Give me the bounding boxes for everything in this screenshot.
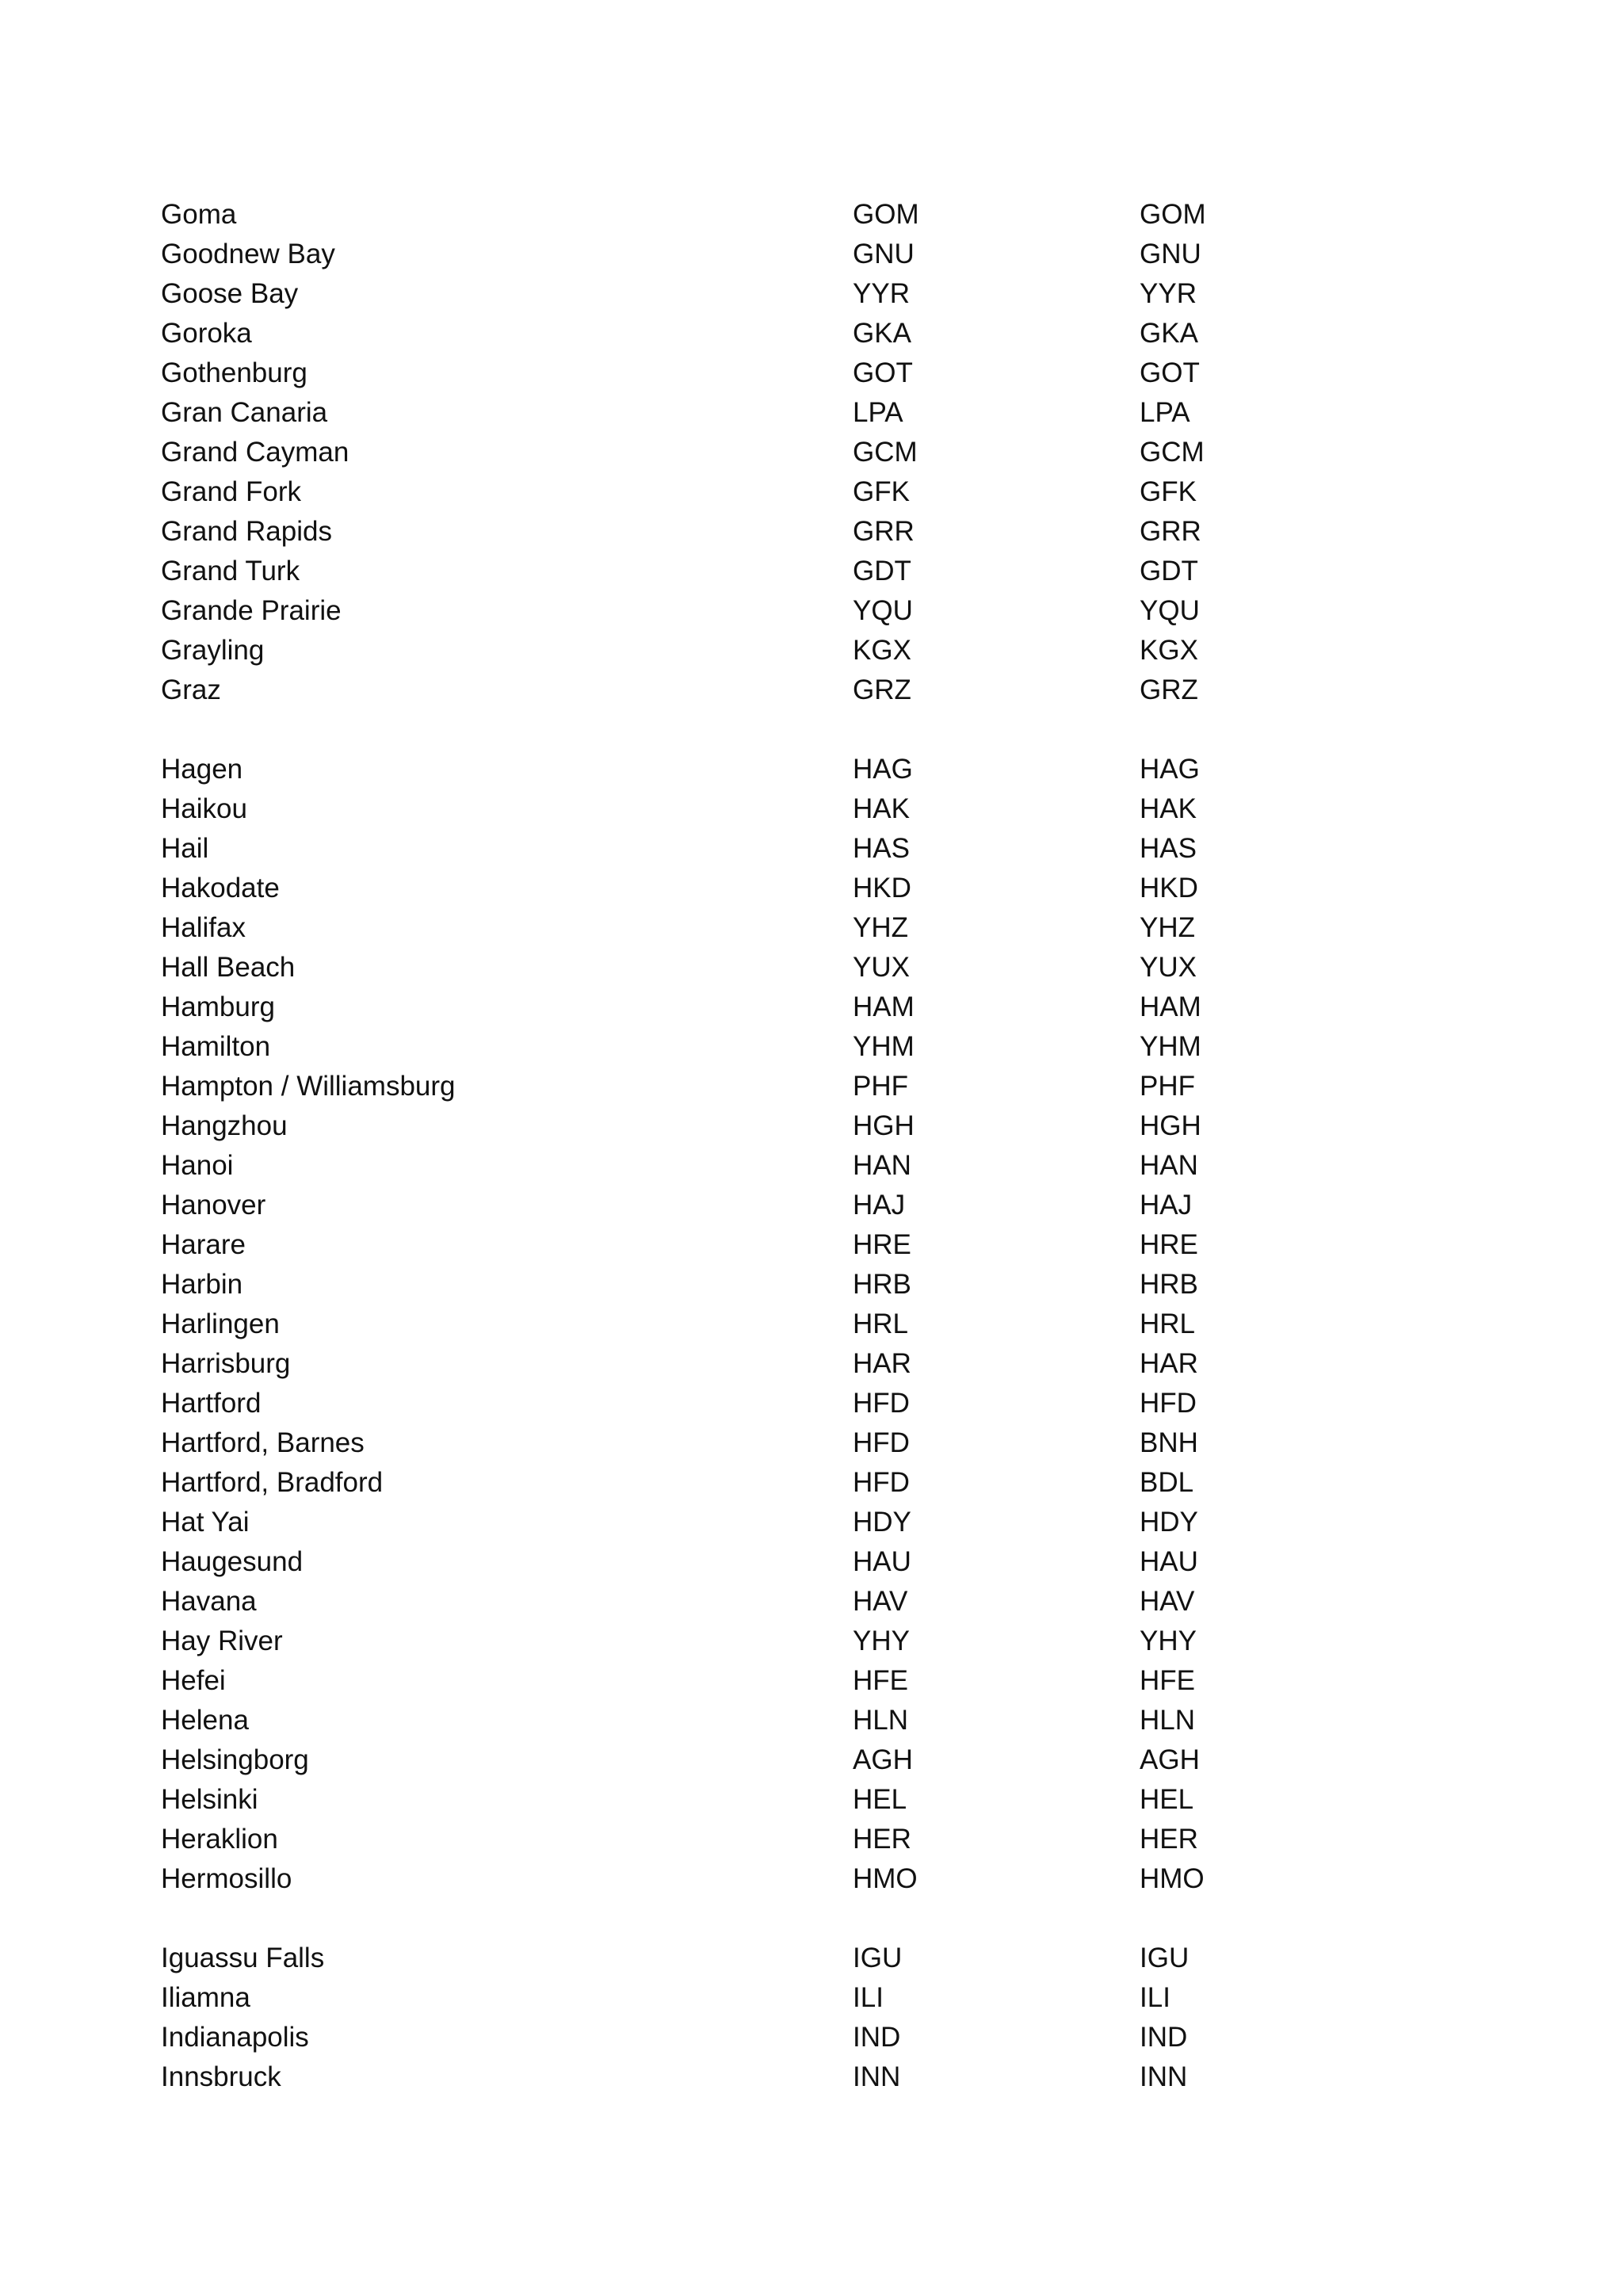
table-row [161,829,1429,869]
letter-group-g [161,195,1429,710]
airport-code: INN [1140,2061,1188,2092]
city-name: Goose Bay [161,278,299,309]
city-code: HDY [853,1507,911,1538]
table-row [161,393,1429,433]
city-code: HAM [853,991,915,1022]
airport-code: HFE [1140,1665,1195,1696]
table-row [161,1423,1429,1463]
airport-code: GFK [1140,476,1197,507]
table-row [161,2018,1429,2057]
table-row [161,1463,1429,1503]
city-name: Goroka [161,318,252,349]
city-code: HFD [853,1467,910,1498]
city-code: YHZ [853,912,908,943]
airport-code: YYR [1140,278,1197,309]
airport-code: IGU [1140,1943,1190,1973]
city-name: Graz [161,674,221,705]
city-name: Grand Fork [161,476,301,507]
city-code: HAR [853,1348,911,1379]
airport-code: GCM [1140,437,1205,468]
city-code: ILI [853,1982,884,2013]
city-code: HER [853,1824,911,1855]
city-name: Hartford [161,1388,262,1419]
table-row [161,789,1429,829]
table-row [161,1740,1429,1780]
city-name: Hanoi [161,1150,234,1181]
city-code: HAV [853,1586,908,1617]
city-name: Grand Rapids [161,516,332,547]
city-name: Hartford, Barnes [161,1427,365,1458]
city-name: Hat Yai [161,1507,250,1538]
table-row [161,670,1429,710]
city-name: Haugesund [161,1546,304,1577]
table-row [161,353,1429,393]
airport-code: GRR [1140,516,1201,547]
city-code: GCM [853,437,918,468]
table-row [161,195,1429,235]
table-row [161,1384,1429,1423]
table-row [161,1622,1429,1661]
airport-code: YHM [1140,1031,1201,1062]
table-row [161,1661,1429,1701]
airport-code: HDY [1140,1507,1198,1538]
letter-group-i [161,1939,1429,2097]
city-code: HAS [853,833,910,864]
table-row [161,1146,1429,1186]
airport-code: KGX [1140,635,1198,666]
city-code: HAK [853,793,910,824]
city-name: Gran Canaria [161,397,328,428]
city-code: HGH [853,1110,915,1141]
city-name: Goodnew Bay [161,239,335,269]
city-code: HAG [853,754,913,785]
city-name: Hamilton [161,1031,271,1062]
city-name: Hail [161,833,209,864]
airport-code: HER [1140,1824,1198,1855]
city-name: Harbin [161,1269,243,1300]
city-name: Harlingen [161,1308,280,1339]
city-name: Grand Turk [161,556,300,586]
table-row [161,1859,1429,1899]
airport-code: LPA [1140,397,1190,428]
city-code: HRL [853,1308,909,1339]
table-row [161,1780,1429,1820]
table-row [161,1186,1429,1225]
city-code: GRR [853,516,915,547]
group-spacer [161,710,1429,750]
city-name: Hangzhou [161,1110,288,1141]
table-row [161,591,1429,631]
airport-code: BNH [1140,1427,1198,1458]
airport-code: HAR [1140,1348,1198,1379]
table-row [161,1106,1429,1146]
city-code: GNU [853,239,915,269]
airport-code: AGH [1140,1744,1200,1775]
airport-code: GDT [1140,556,1198,586]
airport-code: HAJ [1140,1190,1193,1221]
airport-code: YHZ [1140,912,1195,943]
city-code: HAU [853,1546,911,1577]
airport-code: HLN [1140,1705,1196,1736]
airport-code: HAS [1140,833,1197,864]
table-row [161,2057,1429,2097]
airport-code: HMO [1140,1863,1205,1894]
city-name: Innsbruck [161,2061,281,2092]
table-row [161,1305,1429,1344]
table-row [161,433,1429,472]
airport-code: BDL [1140,1467,1194,1498]
airport-code: HRL [1140,1308,1196,1339]
city-name: Haikou [161,793,247,824]
airport-code: IND [1140,2022,1188,2053]
city-code: YHY [853,1626,910,1656]
airport-code: HKD [1140,873,1198,904]
table-row [161,314,1429,353]
airport-code: GNU [1140,239,1201,269]
city-code: HMO [853,1863,918,1894]
airport-code: HAM [1140,991,1201,1022]
city-code: HFD [853,1427,910,1458]
city-code: GOM [853,199,919,230]
airport-code: HFD [1140,1388,1197,1419]
airport-code: HEL [1140,1784,1194,1815]
airport-code: HAN [1140,1150,1198,1181]
table-row [161,1701,1429,1740]
airport-code: ILI [1140,1982,1170,2013]
city-name: Iguassu Falls [161,1943,325,1973]
city-code: YYR [853,278,910,309]
city-name: Havana [161,1586,257,1617]
city-code: AGH [853,1744,913,1775]
city-code: INN [853,2061,901,2092]
letter-group-h [161,750,1429,1899]
city-name: Hamburg [161,991,275,1022]
city-code: GDT [853,556,911,586]
table-row [161,235,1429,274]
table-row [161,988,1429,1027]
city-code: YUX [853,952,910,983]
city-code: GRZ [853,674,911,705]
airport-code: HGH [1140,1110,1201,1141]
city-code: HRE [853,1229,911,1260]
airport-code: GOT [1140,357,1200,388]
city-name: Hay River [161,1626,283,1656]
city-name: Hampton / Williamsburg [161,1071,456,1102]
city-name: Helena [161,1705,249,1736]
city-code: IGU [853,1943,903,1973]
table-row [161,472,1429,512]
city-name: Heraklion [161,1824,278,1855]
city-name: Harrisburg [161,1348,291,1379]
city-code: IND [853,2022,901,2053]
table-row [161,908,1429,948]
table-row [161,512,1429,552]
airport-code: HAU [1140,1546,1198,1577]
city-code: KGX [853,635,911,666]
table-row [161,1939,1429,1978]
city-code: HAN [853,1150,911,1181]
table-row [161,1542,1429,1582]
city-code: LPA [853,397,903,428]
city-name: Helsingborg [161,1744,309,1775]
city-name: Hakodate [161,873,280,904]
airport-code: YQU [1140,595,1200,626]
city-name: Iliamna [161,1982,250,2013]
airport-code: HAG [1140,754,1200,785]
airport-code-table [161,195,1429,2097]
airport-code: GKA [1140,318,1198,349]
city-name: Hartford, Bradford [161,1467,384,1498]
city-code: GKA [853,318,911,349]
table-row [161,274,1429,314]
city-code: GFK [853,476,910,507]
table-row [161,869,1429,908]
airport-code: GRZ [1140,674,1198,705]
city-code: HFD [853,1388,910,1419]
city-code: HEL [853,1784,907,1815]
city-code: HRB [853,1269,911,1300]
city-name: Goma [161,199,237,230]
table-row [161,750,1429,789]
city-name: Halifax [161,912,246,943]
city-name: Hall Beach [161,952,296,983]
city-name: Hefei [161,1665,226,1696]
airport-code: HRB [1140,1269,1198,1300]
airport-code: HRE [1140,1229,1198,1260]
city-name: Indianapolis [161,2022,309,2053]
city-name: Helsinki [161,1784,258,1815]
city-name: Grande Prairie [161,595,342,626]
city-name: Hanover [161,1190,266,1221]
city-code: HLN [853,1705,909,1736]
city-code: GOT [853,357,913,388]
city-code: YQU [853,595,913,626]
airport-code: GOM [1140,199,1206,230]
city-name: Harare [161,1229,246,1260]
city-name: Hagen [161,754,243,785]
table-row [161,1265,1429,1305]
group-spacer [161,1899,1429,1939]
airport-code: PHF [1140,1071,1195,1102]
table-row [161,1027,1429,1067]
city-code: PHF [853,1071,908,1102]
city-code: HKD [853,873,911,904]
table-row [161,1344,1429,1384]
table-row [161,1820,1429,1859]
city-name: Gothenburg [161,357,307,388]
table-row [161,1978,1429,2018]
table-row [161,1225,1429,1265]
airport-code: HAK [1140,793,1197,824]
city-name: Grand Cayman [161,437,349,468]
city-code: HAJ [853,1190,906,1221]
table-row [161,1582,1429,1622]
city-code: YHM [853,1031,915,1062]
airport-code: YHY [1140,1626,1197,1656]
table-row [161,1503,1429,1542]
table-row [161,552,1429,591]
table-row [161,948,1429,988]
table-row [161,1067,1429,1106]
city-name: Grayling [161,635,265,666]
airport-code: HAV [1140,1586,1195,1617]
city-code: HFE [853,1665,908,1696]
city-name: Hermosillo [161,1863,292,1894]
table-row [161,631,1429,670]
airport-code: YUX [1140,952,1197,983]
